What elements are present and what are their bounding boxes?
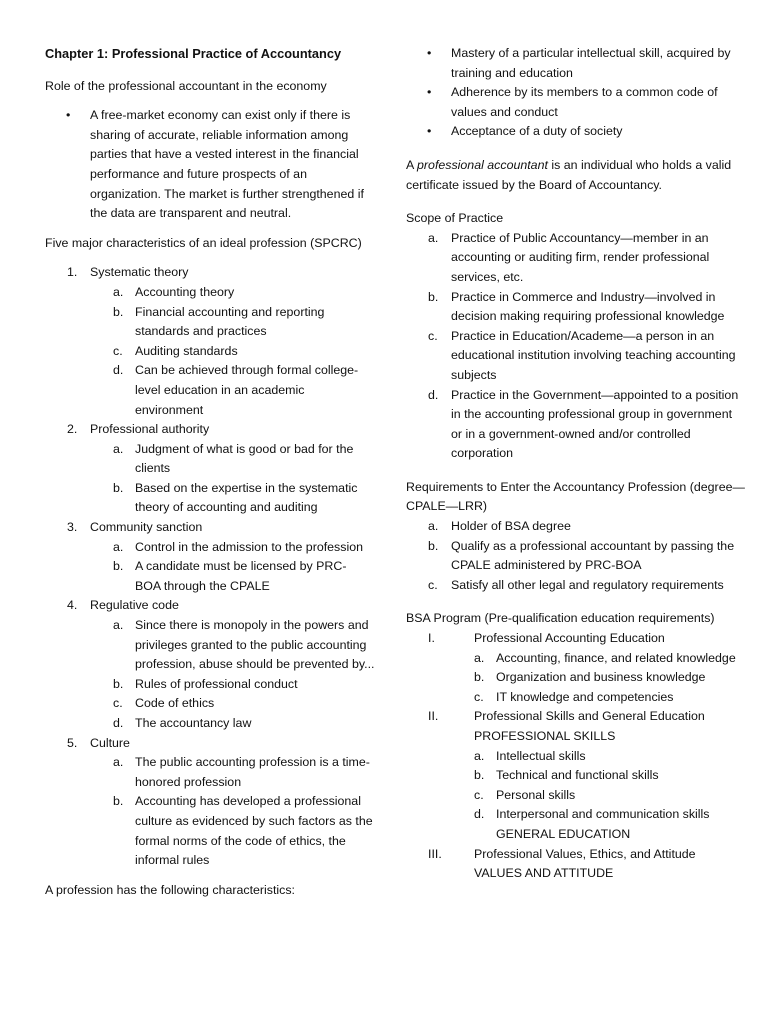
list-marker: 3.	[67, 520, 78, 535]
list-text: Personal skills	[496, 787, 576, 802]
list-text: Professional Values, Ethics, and Attitude VALUES AND ATTITUDE	[474, 846, 696, 881]
list-text: Intellectual skills	[496, 748, 586, 763]
list-marker: c.	[113, 343, 123, 358]
requirements-list	[406, 517, 746, 595]
professional-accountant-definition: A professional accountant is an individual who holds a valid certificate issued by the Board of Accountancy.	[406, 157, 732, 192]
list-marker: d.	[113, 363, 124, 378]
right-column	[406, 44, 746, 884]
scope-list	[406, 229, 746, 464]
roman-sub-item	[406, 786, 746, 806]
numbered-item	[45, 518, 375, 538]
list-marker: c.	[113, 696, 123, 711]
scope-item	[406, 327, 746, 386]
list-marker: a.	[113, 618, 124, 633]
sub-item	[45, 675, 375, 695]
sub-item	[45, 303, 375, 342]
list-marker: b.	[474, 670, 485, 685]
list-marker: a.	[113, 284, 124, 299]
list-text: Professional Skills and General Education PROFESSIONAL SKILLS	[474, 709, 705, 743]
list-text: IT knowledge and competencies	[496, 689, 674, 704]
list-text: Holder of BSA degree	[451, 519, 571, 534]
list-text: Practice in Commerce and Industry—involved in decision making requiring professional knowledge	[451, 289, 725, 324]
requirements-heading: Requirements to Enter the Accountancy Profession (degree—CPALE—LRR)	[406, 479, 745, 514]
list-text: Interpersonal and communication skills GENERAL EDUCATION	[496, 807, 710, 841]
bullet-dot-icon: •	[427, 46, 432, 60]
list-marker: a.	[428, 230, 439, 245]
list-text: Based on the expertise in the systematic theory of accounting and auditing	[135, 480, 358, 515]
scope-item	[406, 386, 746, 464]
list-marker: 4.	[67, 598, 78, 613]
chapter-title: Chapter 1: Professional Practice of Accountancy	[45, 46, 342, 61]
list-text: Judgment of what is good or bad for the clients	[135, 441, 354, 476]
list-text: Satisfy all other legal and regulatory requirements	[451, 577, 724, 592]
list-marker: a.	[474, 748, 485, 763]
bullet-text: Adherence by its members to a common code of values and conduct	[451, 85, 718, 119]
list-marker: c.	[474, 689, 484, 704]
list-marker: a.	[113, 441, 124, 456]
list-marker: a.	[474, 650, 485, 665]
list-marker: II.	[428, 709, 439, 724]
bullet-text: Acceptance of a duty of society	[451, 124, 623, 139]
bullet-item	[406, 122, 746, 142]
sub-item	[45, 440, 375, 479]
list-marker: b.	[113, 480, 124, 495]
sub-item	[45, 616, 375, 675]
sub-item	[45, 479, 375, 518]
left-column	[45, 44, 375, 900]
list-marker: b.	[113, 559, 124, 574]
list-text: Culture	[90, 735, 130, 750]
list-text: Professional Accounting Education	[474, 631, 665, 646]
list-marker: a.	[113, 539, 124, 554]
roman-item	[406, 629, 746, 649]
scope-item	[406, 288, 746, 327]
roman-sub-item	[406, 747, 746, 767]
list-marker: 1.	[67, 265, 78, 280]
list-text: Code of ethics	[135, 696, 215, 711]
numbered-item	[45, 263, 375, 283]
list-text: Control in the admission to the profession	[135, 539, 363, 554]
list-text: Can be achieved through formal college-level education in an academic environment	[135, 363, 359, 417]
sub-item	[45, 557, 375, 596]
list-text: Practice in the Government—appointed to a position in the accounting professional group in government or in a government-owned and/or controlled corporation	[451, 387, 739, 461]
bsa-heading: BSA Program (Pre-qualification education requirements)	[406, 611, 715, 626]
sub-item	[45, 538, 375, 558]
list-marker: I.	[428, 631, 435, 646]
list-text: Community sanction	[90, 520, 203, 535]
section-intro: Role of the professional accountant in the economy	[45, 78, 327, 93]
bsa-program-list	[406, 629, 746, 884]
numbered-item	[45, 420, 375, 440]
five-characteristics-heading: Five major characteristics of an ideal profession (SPCRC)	[45, 235, 362, 250]
list-text: Auditing standards	[135, 343, 238, 358]
list-text: The public accounting profession is a time-honored profession	[135, 755, 370, 789]
roman-item	[406, 845, 746, 884]
characteristics-list	[45, 263, 375, 870]
list-text: Accounting, finance, and related knowledge	[496, 650, 736, 665]
list-text: Accounting theory	[135, 284, 235, 299]
list-marker: a.	[113, 755, 124, 770]
sub-item	[45, 694, 375, 714]
list-text: Practice of Public Accountancy—member in an accounting or auditing firm, render professional services, etc.	[451, 230, 710, 284]
list-marker: III.	[428, 846, 442, 861]
list-text: Systematic theory	[90, 265, 189, 280]
list-text: Financial accounting and reporting standards and practices	[135, 304, 325, 339]
bullet-text: A free-market economy can exist only if there is sharing of accurate, reliable information among parties that have a vested interest in the financial performance and future prospects of an organization. The market is further strengthened if the data are transparent and neutral.	[90, 108, 364, 221]
list-marker: 2.	[67, 422, 78, 437]
roman-sub-item	[406, 649, 746, 669]
list-text: Regulative code	[90, 598, 179, 613]
list-marker: c.	[428, 577, 438, 592]
bullet-item	[406, 44, 746, 83]
bullet-text: Mastery of a particular intellectual skill, acquired by training and education	[451, 46, 731, 80]
list-marker: b.	[428, 289, 439, 304]
list-marker: a.	[428, 519, 439, 534]
requirement-item	[406, 517, 746, 537]
profession-characteristics-list	[406, 44, 746, 142]
scope-item	[406, 229, 746, 288]
bullet-item	[406, 83, 746, 122]
list-text: Since there is monopoly in the powers and privileges granted to the public accounting profession, abuse should be prevented by...	[135, 618, 375, 672]
list-text: Practice in Education/Academe—a person in an educational institution involving teaching accounting subjects	[451, 328, 736, 382]
bullet-dot-icon: •	[66, 108, 71, 123]
roman-item	[406, 707, 746, 746]
list-marker: b.	[474, 768, 485, 783]
sub-item	[45, 753, 375, 792]
requirement-item	[406, 576, 746, 596]
list-text: Technical and functional skills	[496, 768, 659, 783]
list-text: Accounting has developed a professional culture as evidenced by such factors as the formal norms of the code of ethics, the informal rules	[135, 794, 373, 868]
list-marker: b.	[428, 538, 439, 553]
requirement-item	[406, 537, 746, 576]
bullet-item	[45, 106, 375, 224]
closing-line: A profession has the following characteristics:	[45, 882, 296, 897]
roman-sub-item	[406, 668, 746, 688]
list-text: Organization and business knowledge	[496, 670, 706, 685]
list-text: The accountancy law	[135, 716, 252, 730]
scope-heading: Scope of Practice	[406, 211, 504, 226]
sub-item	[45, 283, 375, 303]
roman-sub-item	[406, 688, 746, 708]
list-marker: c.	[428, 328, 438, 343]
numbered-item	[45, 596, 375, 616]
list-marker: d.	[474, 807, 485, 822]
numbered-item	[45, 734, 375, 754]
list-marker: b.	[113, 676, 124, 691]
list-marker: b.	[113, 304, 124, 319]
bullet-dot-icon: •	[427, 124, 432, 139]
list-marker: d.	[113, 716, 124, 730]
bullet-dot-icon: •	[427, 85, 432, 100]
sub-item	[45, 792, 375, 870]
list-marker: c.	[474, 787, 484, 802]
list-marker: 5.	[67, 735, 78, 750]
sub-item	[45, 714, 375, 734]
list-marker: d.	[428, 387, 439, 402]
list-text: Professional authority	[90, 422, 210, 437]
list-text: Rules of professional conduct	[135, 676, 298, 691]
list-text: Qualify as a professional accountant by passing the CPALE administered by PRC-BOA	[451, 538, 735, 573]
list-marker: b.	[113, 794, 124, 809]
list-text: A candidate must be licensed by PRC- BOA through the CPALE	[135, 559, 347, 593]
sub-item	[45, 361, 375, 420]
roman-sub-item	[406, 766, 746, 786]
roman-sub-item	[406, 805, 746, 844]
sub-item	[45, 342, 375, 362]
